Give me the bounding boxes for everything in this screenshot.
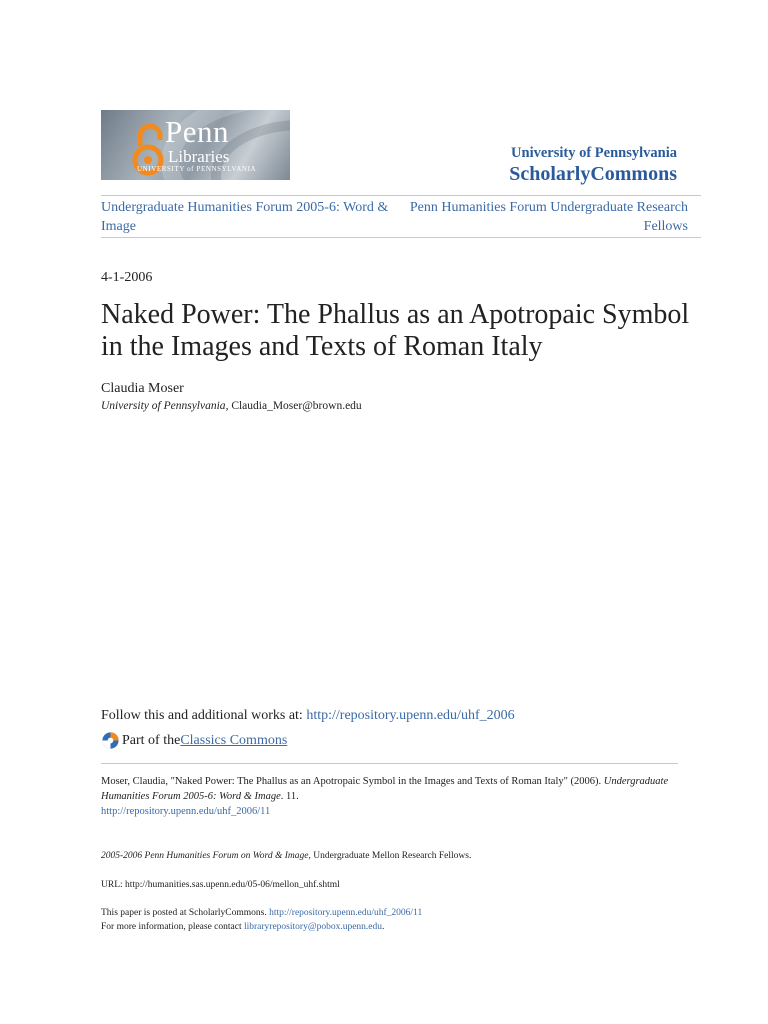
classics-commons-link[interactable]: Classics Commons bbox=[180, 732, 288, 748]
recommended-citation bbox=[101, 774, 681, 819]
brand-university: University of Pennsylvania bbox=[511, 145, 677, 161]
forum-url-note: URL: http://humanities.sas.upenn.edu/05-06/mellon_uhf.shtml bbox=[101, 880, 340, 890]
posted-url-link[interactable]: http://repository.upenn.edu/uhf_2006/11 bbox=[269, 908, 423, 918]
network-commons-icon bbox=[101, 731, 120, 750]
citation-divider bbox=[101, 763, 678, 764]
contact-prefix: For more information, please contact bbox=[101, 922, 244, 932]
posted-note bbox=[101, 906, 422, 934]
article-author: Claudia Moser bbox=[101, 381, 184, 396]
publication-date: 4-1-2006 bbox=[101, 270, 153, 285]
follow-line bbox=[101, 708, 515, 724]
part-of-prefix: Part of the bbox=[122, 732, 181, 748]
author-email: , Claudia_Moser@brown.edu bbox=[225, 400, 362, 412]
contact-suffix: . bbox=[382, 922, 385, 932]
citation-url-link[interactable]: http://repository.upenn.edu/uhf_2006/11 bbox=[101, 806, 271, 817]
breadcrumb-fellows-link[interactable]: Penn Humanities Forum Undergraduate Research Fellows bbox=[409, 200, 688, 234]
forum-note bbox=[101, 849, 471, 863]
header-divider-top bbox=[101, 195, 701, 196]
posted-prefix: This paper is posted at ScholarlyCommons. bbox=[101, 908, 270, 918]
logo-penn-text: Penn bbox=[165, 114, 229, 149]
repository-brand[interactable] bbox=[509, 145, 677, 186]
contact-email-link[interactable]: libraryrepository@pobox.upenn.edu bbox=[243, 922, 383, 932]
forum-note-italic: 2005-2006 Penn Humanities Forum on Word & Image bbox=[101, 851, 309, 861]
part-of-line bbox=[101, 731, 287, 750]
penn-libraries-logo bbox=[101, 110, 290, 180]
forum-note-rest: , Undergraduate Mellon Research Fellows. bbox=[308, 851, 472, 861]
author-affiliation bbox=[101, 400, 362, 412]
brand-scholarlycommons: ScholarlyCommons bbox=[509, 163, 677, 185]
follow-url-link[interactable]: http://repository.upenn.edu/uhf_2006 bbox=[306, 708, 515, 723]
citation-number: . 11. bbox=[280, 791, 299, 802]
header-divider-bottom bbox=[101, 237, 701, 238]
logo-libraries-text: Libraries bbox=[168, 147, 230, 166]
citation-text: Moser, Claudia, "Naked Power: The Phallus as an Apotropaic Symbol in the Images and Texts of Roman Italy" (2006). bbox=[101, 776, 604, 787]
article-title: Naked Power: The Phallus as an Apotropaic Symbol in the Images and Texts of Roman Italy bbox=[101, 299, 690, 362]
citation-journal: Undergraduate Humanities Forum 2005-6: Word & Image bbox=[101, 776, 669, 802]
breadcrumb-forum-link[interactable]: Undergraduate Humanities Forum 2005-6: Word & Image bbox=[101, 200, 389, 234]
logo-university-text: UNIVERSITY of PENNSYLVANIA bbox=[137, 165, 257, 173]
affiliation-institution: University of Pennsylvania bbox=[101, 400, 226, 412]
follow-prefix: Follow this and additional works at: bbox=[101, 708, 307, 723]
